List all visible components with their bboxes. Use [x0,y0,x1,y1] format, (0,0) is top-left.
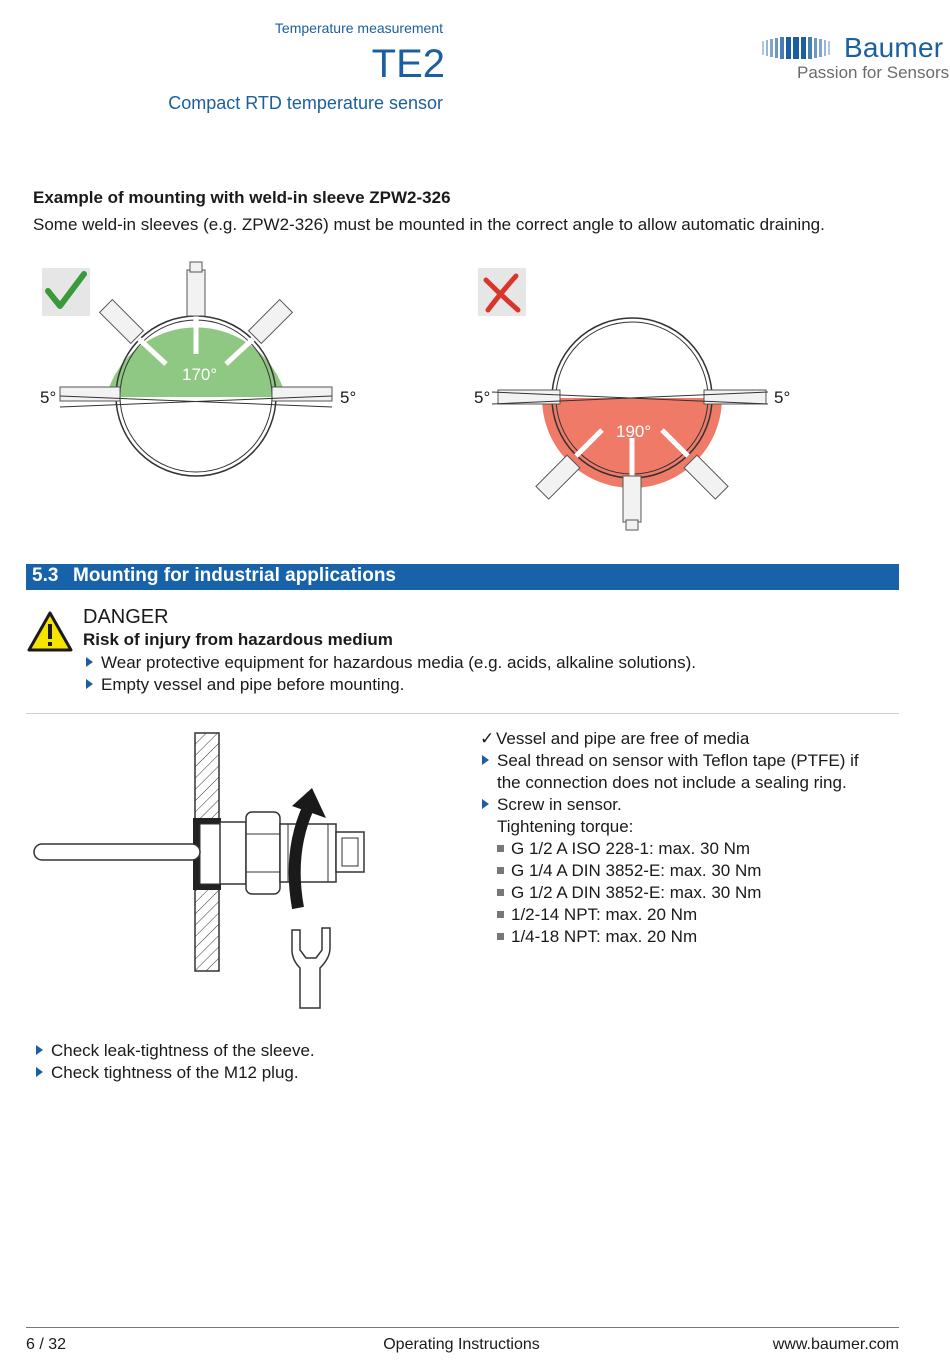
section-heading [26,564,899,590]
separator [26,713,899,714]
torque-item [497,838,750,860]
right-angle-label: 5° [774,388,791,407]
torque-item-text: G 1/2 A DIN 3852-E: max. 30 Nm [511,883,762,902]
logo-brand-name: Baumer [844,32,944,63]
check-item-text: Check leak-tightness of the sleeve. [51,1041,315,1060]
torque-item-text: 1/2-14 NPT: max. 20 Nm [511,905,698,924]
footer-rule [26,1327,899,1328]
danger-subheading: Risk of injury from hazardous medium [83,630,393,649]
check-icon: ✓ [480,729,495,748]
torque-item-text: 1/4-18 NPT: max. 20 Nm [511,927,698,946]
page-number: 6 / 32 [26,1336,67,1353]
document-title: TE2 [371,42,445,86]
torque-item [497,926,697,948]
check-item-text: Check tightness of the M12 plug. [51,1063,299,1082]
danger-item [86,674,404,696]
check-item [36,1062,299,1084]
document-subtitle: Compact RTD temperature sensor [168,93,443,113]
bullet-arrow-icon [482,755,489,765]
sensor-probe [34,844,200,860]
square-bullet-icon [497,911,504,918]
bullet-arrow-icon [482,799,489,809]
angle-label-190: 190° [616,422,652,441]
correct-mounting-diagram [30,260,370,485]
example-title: Example of mounting with weld-in sleeve ZPW2-326 [33,188,451,207]
footer-website-link[interactable]: www.baumer.com [772,1336,899,1353]
precondition-item [480,728,749,750]
square-bullet-icon [497,867,504,874]
danger-item [86,652,696,674]
torque-item [497,882,761,904]
sensor-hex-nut [246,812,280,894]
left-angle-label: 5° [40,388,57,407]
square-bullet-icon [497,933,504,940]
footer-document-type: Operating Instructions [383,1336,540,1353]
step-seal-continued: the connection does not include a sealing ring. [497,773,847,792]
torque-item [497,860,761,882]
step-seal [482,750,859,772]
section-title: Mounting for industrial applications [73,565,396,586]
left-angle-label: 5° [474,388,491,407]
example-text: Some weld-in sleeves (e.g. ZPW2-326) must be mounted in the correct angle to allow automatic draining. [33,215,825,234]
angle-label-170: 170° [182,365,218,384]
section-number: 5.3 [32,565,59,586]
torque-item-text: G 1/2 A ISO 228-1: max. 30 Nm [511,839,751,858]
wrench-icon [292,928,330,1008]
logo-stripes-icon [760,35,840,61]
danger-heading: DANGER [83,606,169,628]
bullet-arrow-icon [36,1045,43,1055]
wrong-mounting-diagram [470,260,810,540]
square-bullet-icon [497,845,504,852]
step-screw [482,794,622,816]
danger-item-text: Wear protective equipment for hazardous media (e.g. acids, alkaline solutions). [101,653,696,672]
torque-label: Tightening torque: [497,817,634,836]
danger-item-text: Empty vessel and pipe before mounting. [101,675,405,694]
check-item [36,1040,315,1062]
warning-triangle-icon [26,610,74,654]
bullet-arrow-icon [36,1067,43,1077]
right-angle-label: 5° [340,388,357,407]
header-category: Temperature measurement [274,20,443,36]
square-bullet-icon [497,889,504,896]
step-screw-text: Screw in sensor. [497,795,622,814]
sensor-mounting-illustration [30,728,370,1013]
logo-tagline: Passion for Sensors [797,63,950,82]
baumer-logo [760,32,950,87]
bullet-arrow-icon [86,679,93,689]
precondition-text: Vessel and pipe are free of media [496,729,750,748]
step-seal-text: Seal thread on sensor with Teflon tape (PTFE) if [497,751,859,770]
torque-item-text: G 1/4 A DIN 3852-E: max. 30 Nm [511,861,762,880]
bullet-arrow-icon [86,657,93,667]
torque-item [497,904,697,926]
